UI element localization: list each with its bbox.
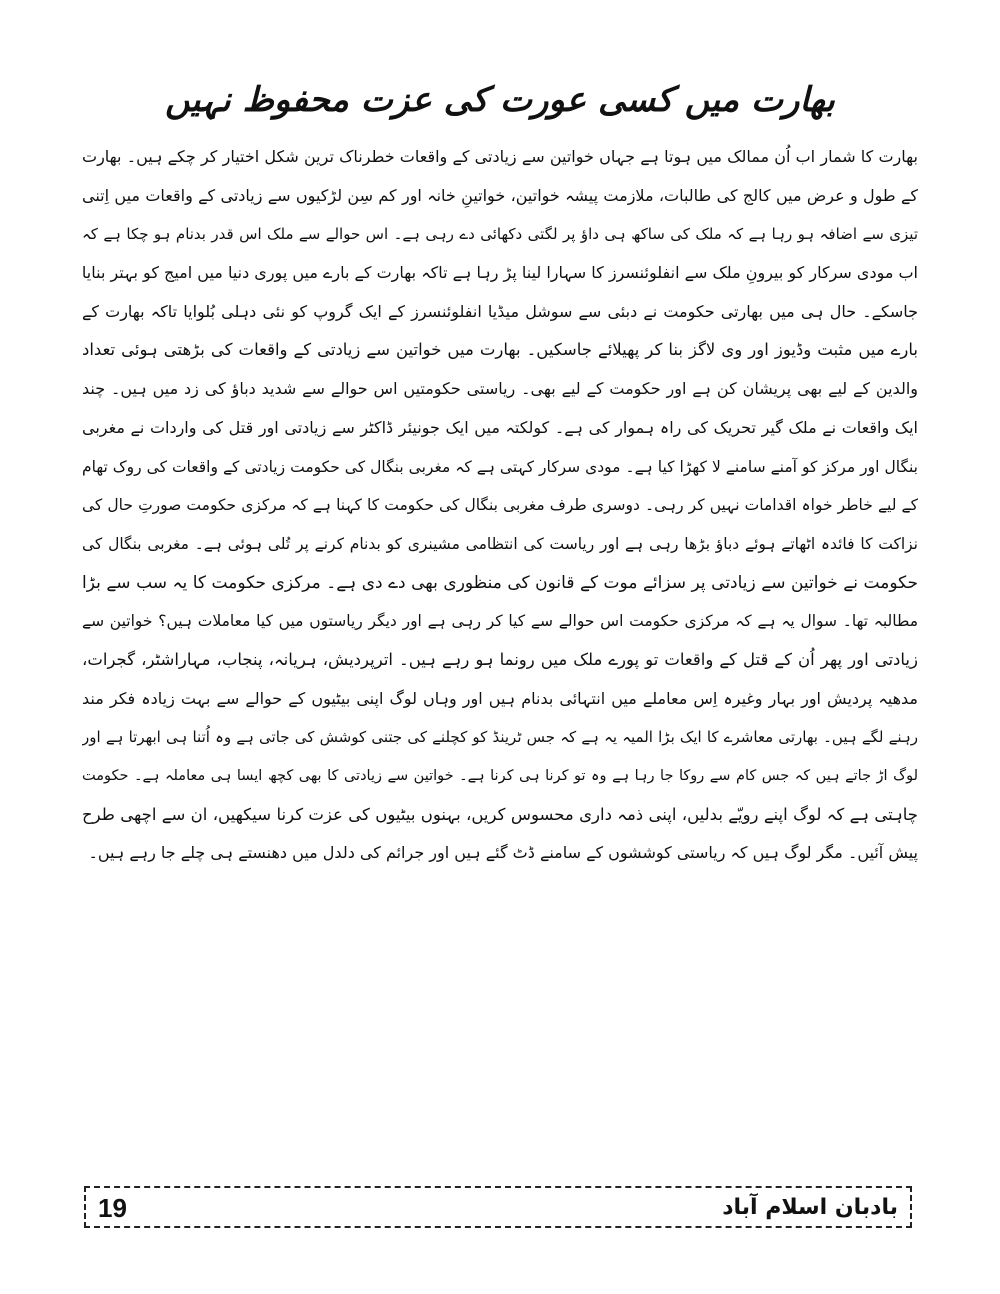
body-line: نزاکت کا فائدہ اٹھاتے ہوئے دباؤ بڑھا رہی ہے اور ریاست کی انتظامی مشینری کو بدنام کرنے پر تُلی ہوئی ہے۔ مغربی بنگال کی [82, 534, 918, 553]
body-line: کے لیے خاطر خواہ اقدامات نہیں کر رہی۔ دوسری طرف مغربی بنگال کی حکومت کا کہنا ہے کہ مرکزی حکومت صورتِ حال کی [82, 496, 918, 515]
article-title: بھارت میں کسی عورت کی عزت محفوظ نہیں [165, 80, 835, 120]
page-footer [84, 1186, 912, 1228]
body-line: اب مودی سرکار کو بیرونِ ملک سے انفلوئنسرز کا سہارا لینا پڑ رہا ہے تاکہ بھارت کے بارے میں پوری دنیا میں امیج کو بہتر بنایا [82, 263, 918, 283]
body-line: بارے میں مثبت وڈیوز اور وی لاگز بنا کر پھیلائے جاسکیں۔ بھارت میں خواتین سے زیادتی کے واقعات کی بڑھتی ہوئی تعداد [82, 340, 918, 360]
body-line: کے طول و عرض میں کالج کی طالبات، ملازمت پیشہ خواتین، خواتینِ خانہ اور کم سِن لڑکیوں سے زیادتی کے واقعات میں اِتنی [82, 185, 918, 205]
body-line: تیزی سے اضافہ ہو رہا ہے کہ ملک کی ساکھ ہی داؤ پر لگتی دکھائی دے رہی ہے۔ اس حوالے سے ملک اس قدر بدنام ہو چکا ہے کہ [82, 225, 918, 244]
magazine-name: بادبان اسلام آباد [722, 1195, 898, 1220]
body-line: جاسکے۔ حال ہی میں بھارتی حکومت نے دبئی سے سوشل میڈیا انفلوئنسرز کے ایک گروپ کو نئی دہلی بُلوایا تاکہ بھارت کے [82, 301, 918, 321]
body-line: حکومت نے خواتین سے زیادتی پر سزائے موت کے قانون کی منظوری بھی دے دی ہے۔ مرکزی حکومت کا یہ سب سے بڑا [82, 572, 918, 593]
body-line: زیادتی اور پھر اُن کے قتل کے واقعات تو پورے ملک میں رونما ہو رہے ہیں۔ اترپردیش، ہریانہ، پنجاب، مہاراشٹر، گجرات، [82, 649, 918, 669]
body-line: رہنے لگے ہیں۔ بھارتی معاشرے کا ایک بڑا المیہ یہ ہے کہ جس ٹرینڈ کو کچلنے کی جتنی کوشش کی جاتی ہے وہ اُتنا ہی ابھرتا ہے اور [82, 728, 918, 747]
body-line: پیش آئیں۔ مگر لوگ ہیں کہ ریاستی کوششوں کے سامنے ڈٹ گئے ہیں اور جرائم کی دلدل میں دھنستے ہی چلے جا رہے ہیں۔ [88, 843, 918, 863]
body-line: چاہتی ہے کہ لوگ اپنے رویّے بدلیں، اپنی ذمہ داری محسوس کریں، بہنوں بیٹیوں کی عزت کرنا سیکھیں، ان سے اچھی طرح [82, 804, 918, 824]
page-number: 19 [98, 1193, 127, 1223]
article-body [82, 138, 918, 873]
body-line: والدین کے لیے بھی پریشان کن ہے اور حکومت کے لیے بھی۔ ریاستی حکومتیں اس حوالے سے شدید دباؤ کی زد میں ہیں۔ چند [82, 379, 918, 399]
body-line: لوگ اڑ جاتے ہیں کہ جس کام سے روکا جا رہا ہے وہ تو کرنا ہی کرنا ہے۔ خواتین سے زیادتی کا بھی کچھ ایسا ہی معاملہ ہے۔ حکومت [82, 768, 918, 784]
body-line: ایک واقعات نے ملک گیر تحریک کی راہ ہموار کی ہے۔ کولکتہ میں ایک جونیئر ڈاکٹر سے زیادتی اور قتل کی واردات نے مغربی [82, 417, 918, 437]
body-line: مطالبہ تھا۔ سوال یہ ہے کہ مرکزی حکومت اس حوالے سے کیا کر رہی ہے اور دیگر ریاستوں میں کیا معاملات ہیں؟ خواتین سے [82, 612, 918, 631]
body-line: بھارت کا شمار اب اُن ممالک میں ہوتا ہے جہاں خواتین سے زیادتی کے واقعات خطرناک ترین شکل اختیار کر چکے ہیں۔ بھارت [82, 147, 918, 166]
body-line: بنگال اور مرکز کو آمنے سامنے لا کھڑا کیا ہے۔ مودی سرکار کہتی ہے کہ مغربی بنگال کی حکومت زیادتی کے واقعات کی روک تھام [82, 457, 918, 476]
body-line: مدھیہ پردیش اور بہار وغیرہ اِس معاملے میں انتہائی بدنام ہیں اور وہاں لوگ اپنی بیٹیوں کے حوالے سے بہت زیادہ فکر مند [82, 688, 918, 708]
